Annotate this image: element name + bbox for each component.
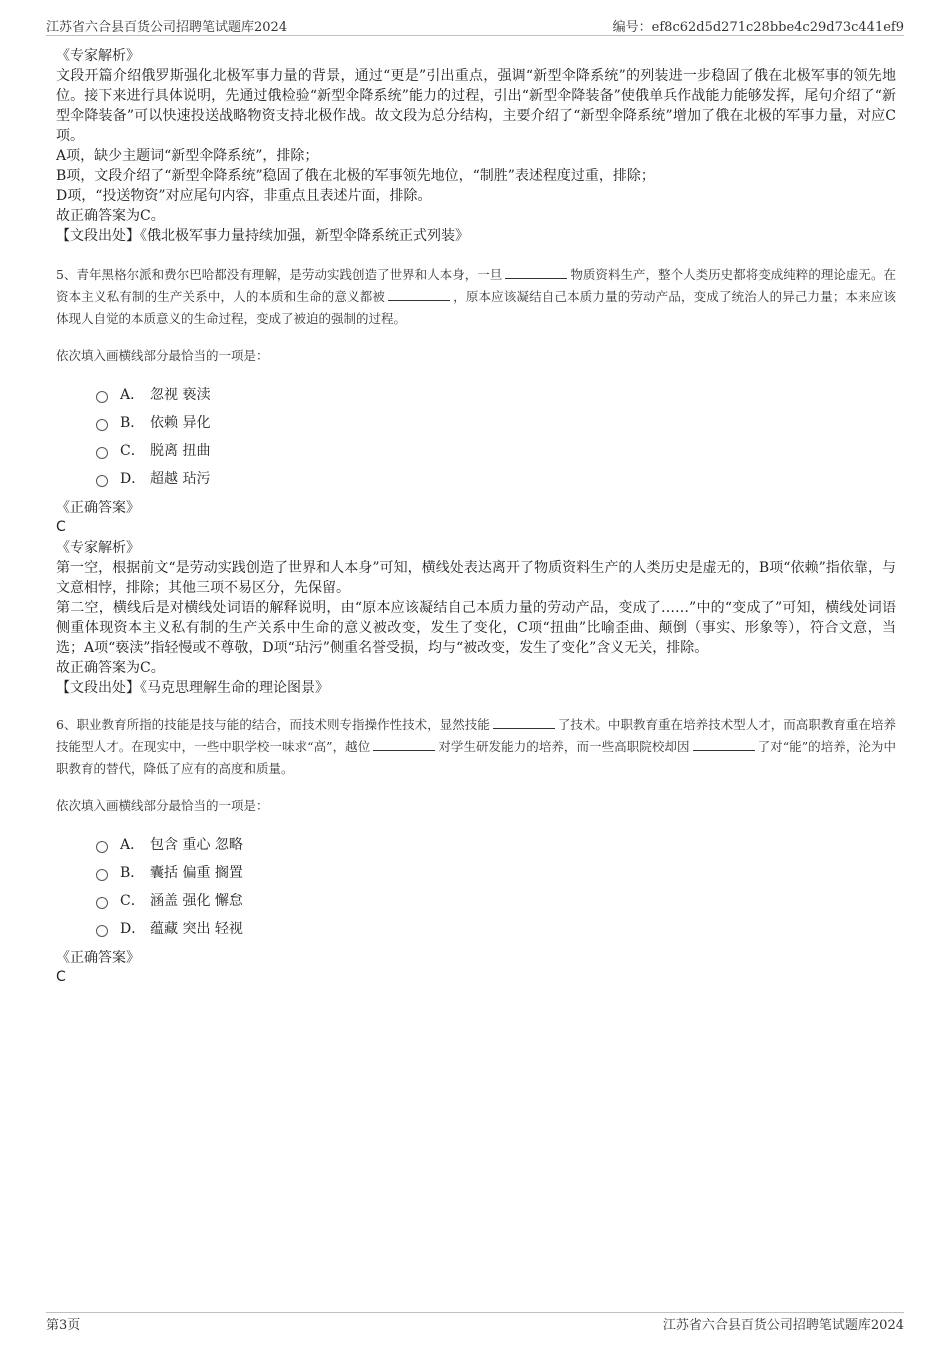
radio-button[interactable] (96, 475, 108, 487)
question-6-options (56, 830, 896, 942)
radio-button[interactable] (96, 419, 108, 431)
question-5-options (56, 380, 896, 492)
option-d[interactable]: D． 超越 玷污 (56, 464, 896, 492)
radio-button[interactable] (96, 391, 108, 403)
question-5-answer-label: 《正确答案》 (56, 500, 140, 516)
question-6-text: 6、职业教育所指的技能是技与能的结合，而技术则专指操作性技术，显然技能 了技术。中职教育重在培养技术型人才，而高职教育重在培养技能型人才。在现实中，一些中职学校一味求“高”，越位 对学生研发能力的培养，而一些高职院校却因 了对“能”的培养，沦为中职教育的替代，降低了应有的高度和质量。 (56, 717, 896, 776)
question-5-prompt: 依次填入画横线部分最恰当的一项是： (56, 348, 269, 363)
blank (505, 266, 567, 279)
question-5-analysis-1: 第一空，根据前文“是劳动实践创造了世界和人本身”可知，横线处表达离开了物质资料生产的人类历史是虚无的，B项“依赖”指依靠，与文意相悖，排除；其他三项不易区分，先保留。 (56, 560, 896, 596)
prev-point-d: D项，“投送物资”对应尾句内容，非重点且表述片面，排除。 (56, 188, 432, 204)
question-5-source: 【文段出处】《马克思理解生命的理论图景》 (56, 680, 329, 696)
prev-conclusion: 故正确答案为C。 (56, 208, 165, 224)
radio-button[interactable] (96, 869, 108, 881)
radio-button[interactable] (96, 897, 108, 909)
question-6-answer-label: 《正确答案》 (56, 950, 140, 966)
prev-point-a: A项，缺少主题词“新型伞降系统”，排除； (56, 148, 319, 164)
radio-button[interactable] (96, 447, 108, 459)
radio-button[interactable] (96, 925, 108, 937)
option-c[interactable]: C． 脱离 扭曲 (56, 436, 896, 464)
document-id: 编号：ef8c62d5d271c28bbe4c29d73c441ef9 (612, 20, 904, 35)
question-5-conclusion: 故正确答案为C。 (56, 660, 165, 676)
question-5-analysis-label: 《专家解析》 (56, 540, 140, 556)
prev-source: 【文段出处】《俄北极军事力量持续加强，新型伞降系统正式列装》 (56, 228, 469, 244)
header-title: 江苏省六合县百货公司招聘笔试题库2024 (46, 20, 288, 35)
option-c[interactable]: C． 涵盖 强化 懈怠 (56, 886, 896, 914)
blank (493, 716, 555, 729)
prev-analysis-label: 《专家解析》 (56, 48, 140, 64)
prev-analysis-text: 文段开篇介绍俄罗斯强化北极军事力量的背景，通过“更是”引出重点，强调“新型伞降系统”的列装进一步稳固了俄在北极军事的领先地位。接下来进行具体说明，先通过俄检验“新型伞降系统”能力的过程，引出“新型伞降装备”使俄单兵作战能力能够发挥，尾句介绍了“新型伞降装备”可以快速投送战略物资支持北极作战。故文段为总分结构，主要介绍了“新型伞降系统”增加了俄在北极的军事力量，对应C项。 (56, 68, 896, 144)
option-a[interactable]: A． 包含 重心 忽略 (56, 830, 896, 858)
blank (373, 738, 435, 751)
blank (693, 738, 755, 751)
radio-button[interactable] (96, 841, 108, 853)
question-6-prompt: 依次填入画横线部分最恰当的一项是： (56, 798, 269, 813)
blank (388, 288, 450, 301)
prev-point-b: B项，文段介绍了“新型伞降系统”稳固了俄在北极的军事领先地位，“制胜”表述程度过重，排除； (56, 168, 655, 184)
header-divider (46, 35, 904, 36)
footer-title: 江苏省六合县百货公司招聘笔试题库2024 (662, 1318, 904, 1333)
option-b[interactable]: B． 依赖 异化 (56, 408, 896, 436)
footer-divider (46, 1312, 904, 1313)
option-d[interactable]: D． 蕴藏 突出 轻视 (56, 914, 896, 942)
question-5-analysis-2: 第二空，横线后是对横线处词语的解释说明，由“原本应该凝结自己本质力量的劳动产品，变成了……”中的“变成了”可知，横线处词语侧重体现资本主义私有制的生产关系中生命的意义被改变，发生了变化，C项“扭曲”比喻歪曲、颠倒（事实、形象等），符合文意，当选；A项“亵渎”指轻慢或不尊敬，D项“玷污”侧重名誉受损，均与“被改变，发生了变化”含义无关，排除。 (56, 600, 896, 656)
page-content (56, 46, 896, 986)
option-a[interactable]: A． 忽视 亵渎 (56, 380, 896, 408)
question-5-text: 5、青年黑格尔派和费尔巴哈都没有理解，是劳动实践创造了世界和人本身，一旦 物质资料生产，整个人类历史都将变成纯粹的理论虚无。在资本主义私有制的生产关系中，人的本质和生命的意义都被 ，原本应该凝结自己本质力量的劳动产品，变成了统治人的异己力量；本来应该体现人自觉的本质意义的生命过程，变成了被迫的强制的过程。 (56, 267, 896, 326)
question-5-answer: C (56, 519, 66, 535)
question-6-answer: C (56, 969, 66, 985)
page-number: 第3页 (46, 1318, 81, 1333)
option-b[interactable]: B． 囊括 偏重 搁置 (56, 858, 896, 886)
